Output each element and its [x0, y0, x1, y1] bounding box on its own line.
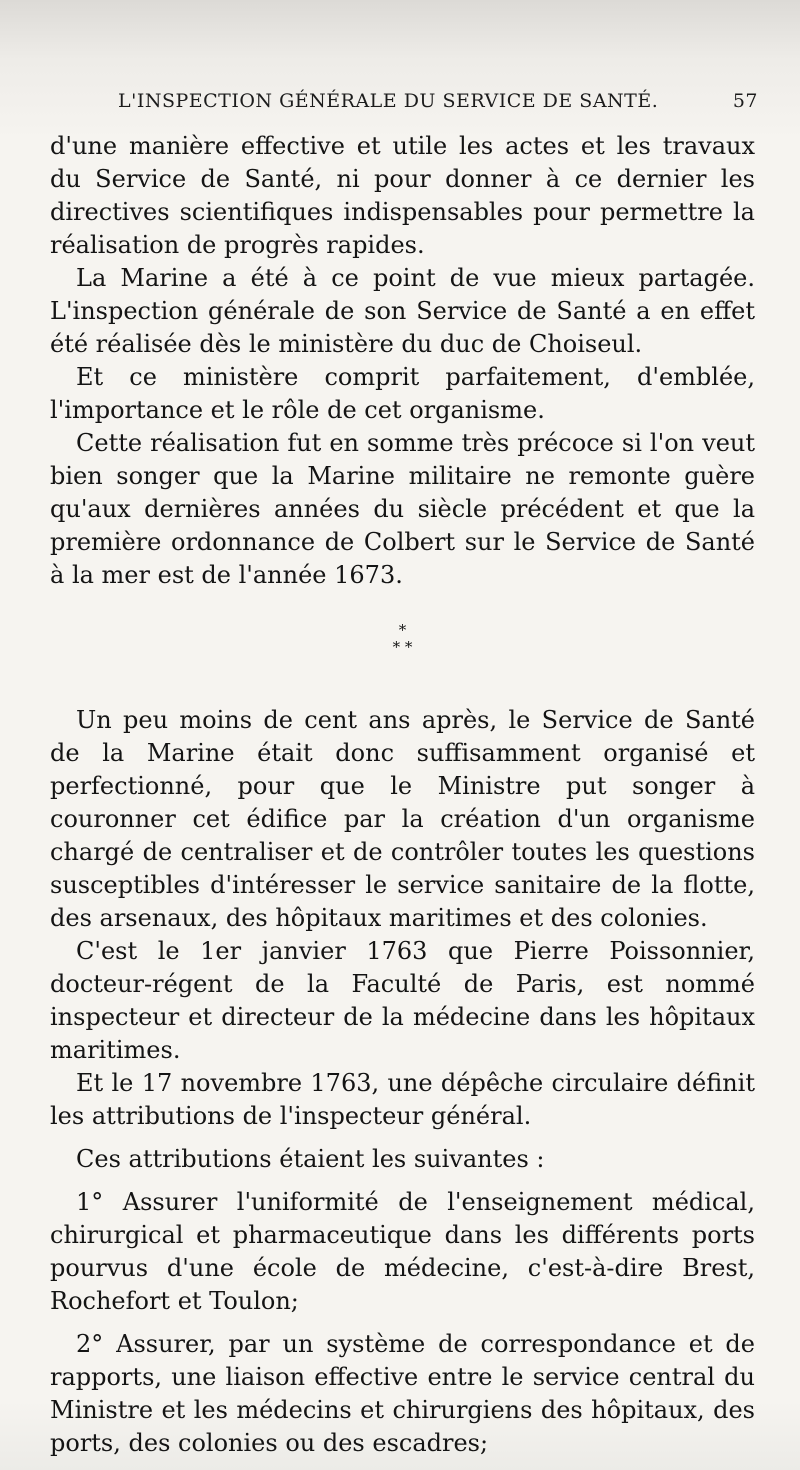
- running-title: L'INSPECTION GÉNÉRALE DU SERVICE DE SANTÉ.: [118, 90, 659, 112]
- paragraph-cent-ans: Un peu moins de cent ans après, le Service de Santé de la Marine était donc suffisamment organisé et perfectionné, pour que le Ministre put songer à couronner cet édifice par la création d'un organisme chargé de centraliser et de contrôler toutes les questions susceptibles d'intéresser le service sanitaire de la flotte, des arsenaux, des hôpitaux maritimes et des colonies.: [50, 706, 755, 932]
- list-item-1: 1° Assurer l'uniformité de l'enseignement médical, chirurgical et pharmaceutique dans les différents ports pourvus d'une école de médecine, c'est-à-dire Brest, Rochefort et Toulon;: [50, 1188, 755, 1315]
- paragraph-realisation: Cette réalisation fut en somme très précoce si l'on veut bien songer que la Marine militaire ne remonte guère qu'aux dernières années du siècle précédent et que la première ordonnance de Colbert sur le Service de Santé à la mer est de l'année 1673.: [50, 429, 755, 589]
- paragraph-marine: La Marine a été à ce point de vue mieux partagée. L'inspection générale de son Service de Santé a en effet été réalisée dès le ministère du duc de Choiseul.: [50, 264, 755, 358]
- separator-star-bottom: * *: [392, 638, 413, 656]
- page-body: [50, 130, 755, 1460]
- separator-star-top: *: [398, 621, 407, 639]
- paragraph-attributions: Ces attributions étaient les suivantes :: [76, 1145, 545, 1173]
- paragraph-continuation: d'une manière effective et utile les actes et les travaux du Service de Santé, ni pour donner à ce dernier les directives scientifiques indispensables pour permettre la réalisation de progrès rapides.: [50, 132, 755, 259]
- paragraph-poissonnier: C'est le 1er janvier 1763 que Pierre Poissonnier, docteur-régent de la Faculté de Paris, est nommé inspecteur et directeur de la médecine dans les hôpitaux maritimes.: [50, 937, 755, 1064]
- paragraph-ministere: Et ce ministère comprit parfaitement, d'emblée, l'importance et le rôle de cet organisme.: [50, 363, 755, 424]
- list-item-2: 2° Assurer, par un système de correspondance et de rapports, une liaison effective entre le service central du Ministre et les médecins et chirurgiens des hôpitaux, des ports, des colonies ou des escadres;: [50, 1330, 755, 1457]
- paragraph-depeche: Et le 17 novembre 1763, une dépêche circulaire définit les attributions de l'inspecteur général.: [50, 1069, 755, 1130]
- section-separator: [50, 622, 755, 656]
- page-number: 57: [732, 90, 758, 112]
